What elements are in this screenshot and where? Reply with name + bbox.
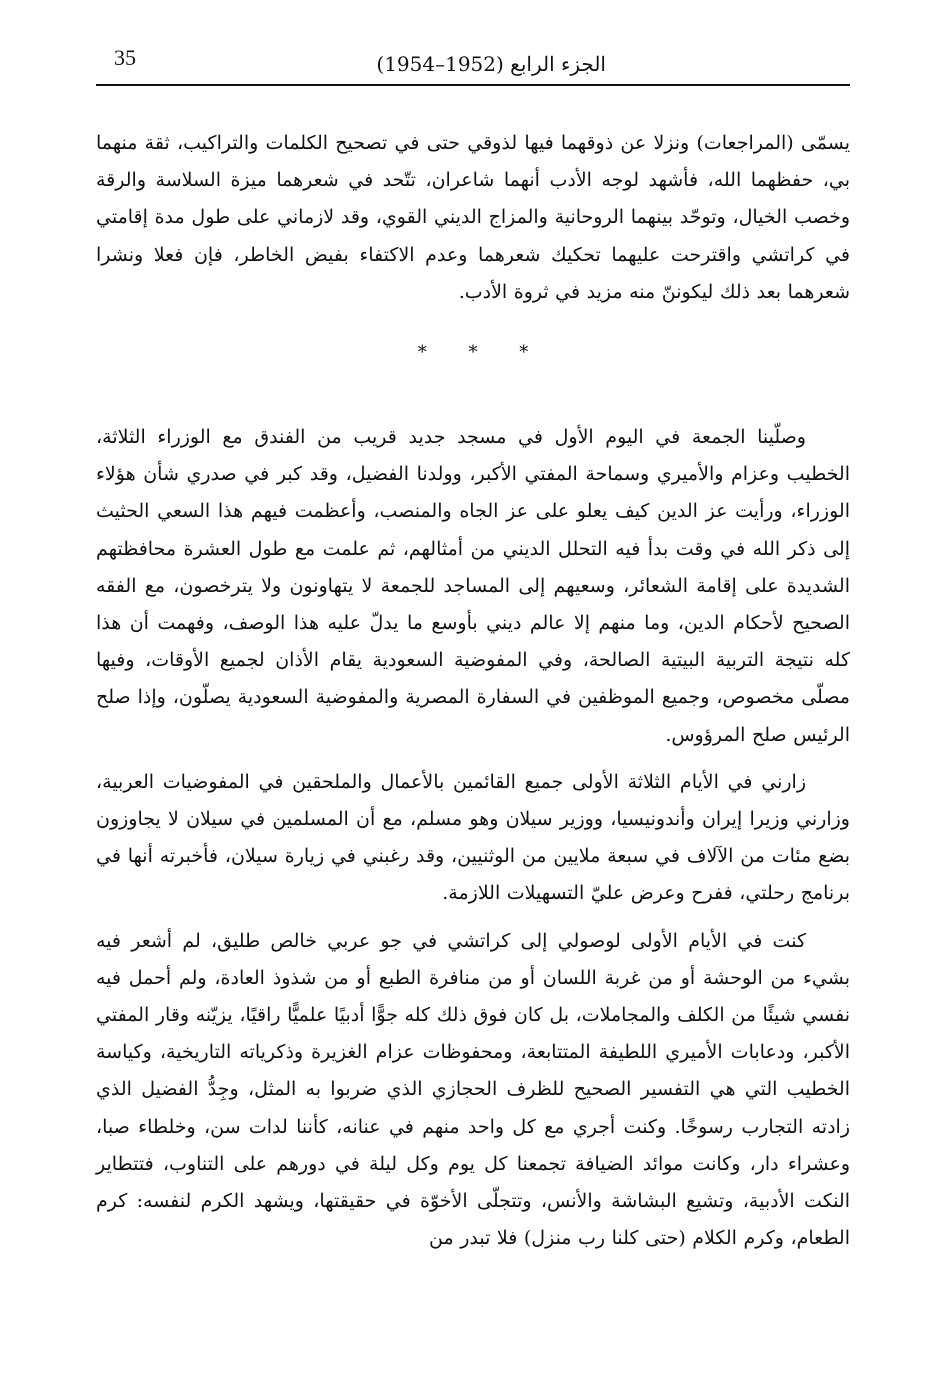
section-separator: * * * bbox=[417, 342, 547, 364]
paragraph-3: زارني في الأيام الثلاثة الأولى جميع القائمين بالأعمال والملحقين في المفوضيات العربية، وزارني وزيرا إيران وأندونيسيا، ووزير سيلان وهو مسلم، مع أن المسلمين في سيلان لا يجاوزون بضع مئات من الآلاف في سبعة ملايين من الوثنيين، وقد رغبني في زيارة سيلان، فأخبرته أنها في برنامج رحلتي، ففرح وعرض عليّ التسهيلات اللازمة. bbox=[96, 770, 850, 905]
page-number: 35 bbox=[114, 45, 136, 70]
page-header bbox=[96, 40, 850, 86]
main-text bbox=[96, 125, 850, 1257]
paragraph-2: وصلّينا الجمعة في اليوم الأول في مسجد جديد قريب من الفندق مع الوزراء الثلاثة، الخطيب وعزام والأميري وسماحة المفتي الأكبر، وولدنا الفضيل، وقد كبر في صدري شأن هؤلاء الوزراء، ورأيت عز الدين كيف يعلو على عز الجاه والمنصب، وأعظمت فيهم هذا السعي الحثيث إلى ذكر الله في وقت بدأ فيه التحلل الديني من أمثالهم، ثم علمت مع طول العشرة محافظتهم الشديدة على إقامة الشعائر، وسعيهم إلى المساجد للجمعة لا يتهاونون ولا يترخصون، مع الفقه الصحيح لأحكام الدين، وما منهم إلا عالم ديني بأوسع ما يدلّ عليه هذا الوصف، وفهمت أن هذا كله نتيجة التربية البيتية الصالحة، وفي المفوضية السعودية يقام الأذان لجميع الأوقات، وفيها مصلّى مخصوص، وجميع الموظفين في السفارة المصرية والمفوضية السعودية يصلّون، وإذا صلح الرئيس صلح المرؤوس. bbox=[96, 426, 850, 746]
paragraph-1: يسمّى (المراجعات) ونزلا عن ذوقهما فيها لذوقي حتى في تصحيح الكلمات والتراكيب، ثقة منهما بي، حفظهما الله، فأشهد لوجه الأدب أنهما شاعران، تتّحد في شعرهما ميزة السلاسة والرقة وخصب الخيال، وتوحّد بينهما الروحانية والمزاج الديني القوي، وقد لازماني على طول مدة إقامتي في كراتشي واقترحت عليهما تحكيك شعرهما وعدم الاكتفاء بفيض الخاطر، فإن فعلا ونشرا شعرهما بعد ذلك ليكوننّ منه مزيد في ثروة الأدب. bbox=[96, 132, 850, 303]
paragraph-4: كنت في الأيام الأولى لوصولي إلى كراتشي في جو عربي خالص طليق، لم أشعر فيه بشيء من الوحشة أو من غربة اللسان أو من منافرة الطبع أو من شذوذ العادة، ولم أحمل فيه نفسي شيئًا من الكلف والمجاملات، بل كان فوق ذلك كله جوًّا أدبيًا علميًّا راقيًا، يزيّنه وقار المفتي الأكبر، ودعابات الأميري اللطيفة المتتابعة، ومحفوظات عزام الغزيرة وذكرياته التاريخية، وكياسة الخطيب التي هي التفسير الصحيح للظرف الحجازي الذي ضربوا به المثل، وجِدُّ الفضيل الذي زادته التجارب رسوخًا. وكنت أجري مع كل واحد منهم في عنانه، كأننا لدات سن، وخلطاء صبا، وعشراء دار، وكانت موائد الضيافة تجمعنا كل يوم وكل ليلة في دورهم على التناوب، فتتطاير النكت الأدبية، وتشيع البشاشة والأنس، وتتجلّى الأخوّة في حقيقتها، ويشهد الكرم لنفسه: كرم الطعام، وكرم الكلام (حتى كلنا رب منزل) فلا تبدر من bbox=[96, 929, 850, 1250]
running-title: الجزء الرابع (1952–1954) bbox=[376, 52, 606, 76]
